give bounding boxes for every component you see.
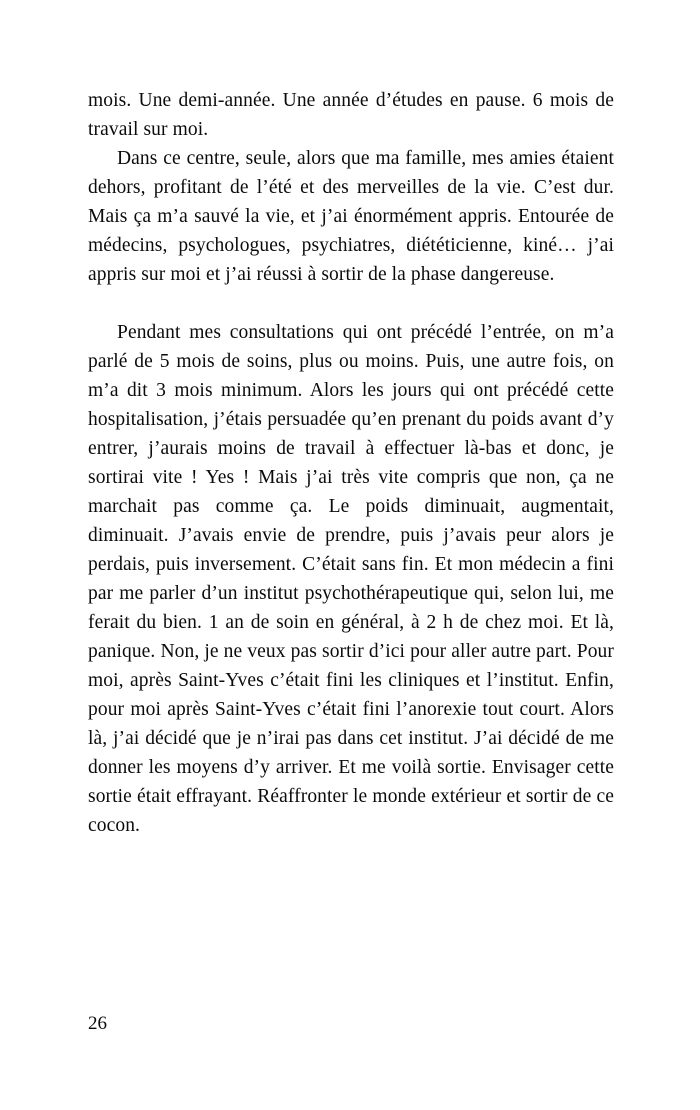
page-text-block — [88, 86, 614, 840]
page-number: 26 — [88, 1013, 107, 1034]
body-paragraph: Pendant mes consultations qui ont précédé l’entrée, on m’a parlé de 5 mois de soins, plus ou moins. Puis, une autre fois, on m’a dit 3 mois minimum. Alors les jours qui ont précédé cette hospitalisation, j’étais persuadée qu’en prenant du poids avant d’y entrer, j’aurais moins de travail à effectuer là-bas et donc, je sortirai vite ! Yes ! Mais j’ai très vite compris que non, ça ne marchait pas comme ça. Le poids diminuait, augmentait, diminuait. J’avais envie de prendre, puis j’avais peur alors je perdais, puis inversement. C’était sans fin. Et mon médecin a fini par me parler d’un institut psychothérapeutique qui, selon lui, me ferait du bien. 1 an de soin en général, à 2 h de chez moi. Et là, panique. Non, je ne veux pas sortir d’ici pour aller autre part. Pour moi, après Saint-Yves c’était fini les cliniques et l’institut. Enfin, pour moi après Saint-Yves c’était fini l’anorexie tout court. Alors là, j’ai décidé que je n’irai pas dans cet institut. J’ai décidé de me donner les moyens d’y arriver. Et me voilà sortie. Envisager cette sortie était effrayant. Réaffronter le monde extérieur et sortir de ce cocon. — [88, 322, 614, 836]
body-paragraph: mois. Une demi-année. Une année d’études en pause. 6 mois de travail sur moi. — [88, 90, 614, 140]
body-paragraph: Dans ce centre, seule, alors que ma famille, mes amies étaient dehors, profitant de l’été et des merveilles de la vie. C’est dur. Mais ça m’a sauvé la vie, et j’ai énormément appris. Entourée de médecins, psychologues, psychiatres, diététicienne, kiné… j’ai appris sur moi et j’ai réussi à sortir de la phase dangereuse. — [88, 148, 614, 285]
